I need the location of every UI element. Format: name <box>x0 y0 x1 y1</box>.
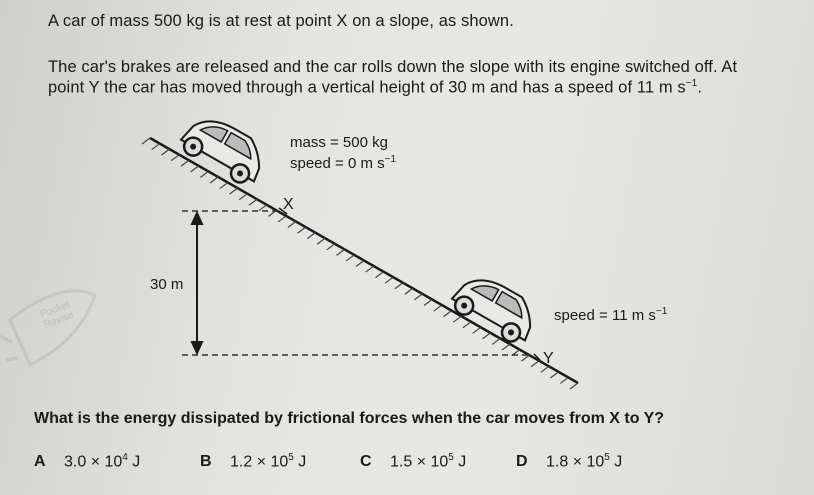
slope-diagram <box>0 110 814 400</box>
speed-bottom-exponent: −1 <box>655 306 668 317</box>
option-b-value: 1.2 × 10 <box>230 453 289 471</box>
intro-line-3-exponent: −1 <box>685 78 698 89</box>
intro-line-3-end: . <box>697 78 703 97</box>
option-c-value: 1.5 × 10 <box>390 453 449 471</box>
speed-top-exponent: −1 <box>384 154 397 165</box>
speed-top-label <box>290 154 396 172</box>
intro-line-3 <box>48 78 702 98</box>
speed-bottom-label <box>554 306 667 324</box>
intro-line-2: The car's brakes are released and the car rolls down the slope with its engine switched off. At <box>48 58 738 76</box>
mass-label: mass = 500 kg <box>290 134 388 151</box>
option-c-exponent: 5 <box>448 452 454 463</box>
point-y-label: Y <box>543 350 554 367</box>
option-a-letter: A <box>34 453 46 471</box>
option-d-unit: J <box>609 453 623 471</box>
option-d[interactable] <box>516 452 622 471</box>
option-c[interactable] <box>360 452 466 471</box>
option-a-value: 3.0 × 10 <box>64 453 123 471</box>
watermark-text: Pocket Revise <box>38 299 76 331</box>
option-c-letter: C <box>360 453 372 471</box>
option-d-value: 1.8 × 10 <box>546 453 605 471</box>
intro-line-1: A car of mass 500 kg is at rest at point X on a slope, as shown. <box>48 12 514 30</box>
ground-hatching <box>142 138 578 389</box>
option-b-unit: J <box>293 453 307 471</box>
option-b-exponent: 5 <box>288 452 294 463</box>
option-d-letter: D <box>516 453 528 471</box>
option-a-unit: J <box>127 453 141 471</box>
speed-top-text: speed = 0 m s <box>290 155 385 172</box>
answer-options <box>34 452 794 480</box>
option-b-letter: B <box>200 453 212 471</box>
option-b[interactable] <box>200 452 306 471</box>
height-arrow <box>192 213 202 353</box>
intro-line-3-text: point Y the car has moved through a vertical height of 30 m and has a speed of 11 m s <box>48 78 686 97</box>
slope-svg <box>0 110 814 400</box>
option-d-exponent: 5 <box>604 452 610 463</box>
height-label: 30 m <box>150 276 184 293</box>
point-x-label: X <box>283 196 294 213</box>
option-a[interactable] <box>34 452 140 471</box>
option-c-unit: J <box>453 453 467 471</box>
question-text: What is the energy dissipated by frictional forces when the car moves from X to Y? <box>34 410 665 427</box>
car-at-rest-icon <box>177 110 272 189</box>
speed-bottom-text: speed = 11 m s <box>554 307 656 324</box>
option-a-exponent: 4 <box>122 452 128 463</box>
